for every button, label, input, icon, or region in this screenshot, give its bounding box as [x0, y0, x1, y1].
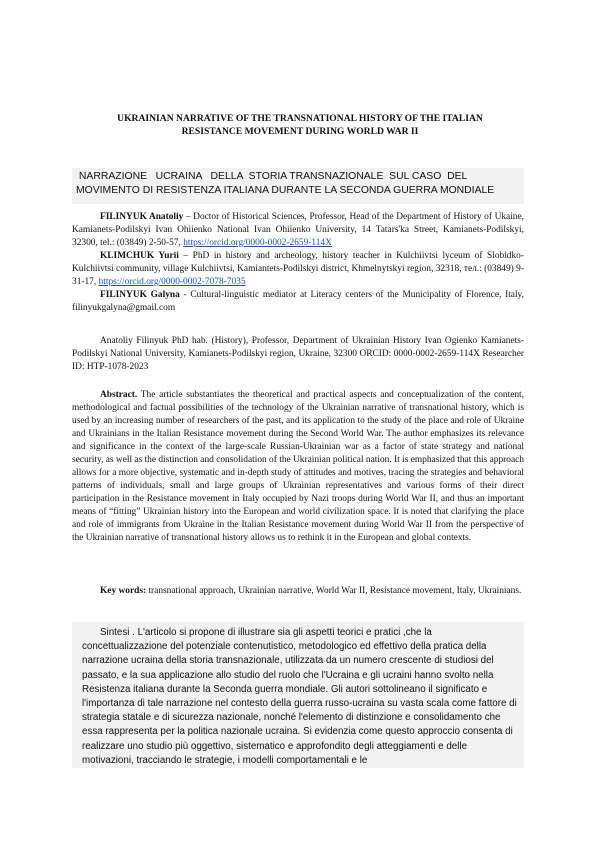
- italian-title-block: [72, 168, 524, 204]
- author-entry: [72, 211, 524, 250]
- author-name: FILINYUK Anatoliy: [100, 212, 184, 222]
- author-details: - Cultural-linguistic mediator at Literacy centers of the Municipality of Florence, Italy, filinyukgalyna@gmail.com: [72, 290, 524, 313]
- orcid-link[interactable]: https://orcid.org/0000-0002-2659-114X: [183, 238, 332, 248]
- author-entry: [72, 250, 524, 289]
- orcid-link[interactable]: https://orcid.org/0000-0002-7078-7035: [98, 277, 246, 287]
- abstract-paragraph: [72, 389, 524, 545]
- italian-summary: [72, 622, 524, 768]
- author-details: – Doctor of Historical Sciences, Professor, Head of the Department of History of Ukaine, Kamianets-Podilskyi Ivan Ohiienko National Ivan Ohiienko University, 14 Tatars'ka Street, Kamianets-Podilskyi, 32300, tel.: (03849) 2-50-57,: [72, 212, 524, 248]
- italian-title-line-2: MOVIMENTO DI RESISTENZA ITALIANA DURANTE LA SECONDA GUERRA MONDIALE: [76, 185, 495, 197]
- abstract-label: Abstract.: [100, 390, 138, 400]
- abstract-text: The article substantiates the theoretical and practical aspects and conceptualization of the content, methodological and factual possibilities of the technology of the Ukrainian narrative of transnational history, which is used by an increasing number of researchers of the past, and its application to the study of the place and role of Ukraine and Ukrainians in the Italian Resistance movement during the Second World War. The author emphasizes its relevance and significance in the context of the large-scale Russian-Ukrainian war as a factor of state strategy and national security, as well as the distinction and consolidation of the Ukrainian political nation. It is emphasized that this approach allows for a more objective, systematic and in-depth study of attitudes and motives, tracing the strategies and behavioral patterns of individuals, small and large groups of Ukrainian representatives and various forms of their direct participation in the Resistance movement in Italy occupied by Nazi troops during World War II, and thus an important means of “fitting” Ukrainian history into the European and world civilization space. It is noted that clarifying the place and role of immigrants from Ukraine in the Italian Resistance movement during World War II from the perspective of the Ukrainian narrative of transnational history allows us to rethink it in the European and global contexts.: [72, 390, 524, 543]
- keywords-label: Key words:: [100, 586, 147, 596]
- author-details: – PhD in history and archeology, history teacher in Kulchiivtsi lyceum of Slobidko-Kulchiivtsi community, village Kulchiivtsi, Kamiantets-Podilskyi district, Khmelnytskyi region, 32318, тел.: (03849) 9-31-17,: [72, 251, 524, 287]
- author-name: FILINYUK Galyna: [100, 290, 180, 300]
- author-entry: [72, 289, 524, 315]
- italian-title-line-1: NARRAZIONE UCRAINA DELLA STORIA TRANSNAZIONALE SUL CASO DEL: [76, 171, 468, 182]
- italian-summary-text: Sintesi . L'articolo si propone di illustrare sia gli aspetti teorici e pratici ,che la concettualizzazione del potenziale contenutistico, metodologico ed effettivo della pratica della narrazione ucraina della storia transnazionale, utilizzata da un numero crescente di studiosi del passato, e la sua applicazione allo studio del ruolo che l'Ucraina e gli ucraini hanno svolto nella Resistenza italiana durante la Seconda guerra mondiale. Gli autori sottolineano il significato e l'importanza di tale narrazione nel contesto della guerra russo-ucraina su vasta scala come fattore di strategia statale e di sicurezza nazionale, nonché l'elemento di distinzione e consolidamento che essa rappresenta per la politica nazionale ucraina. Si evidenzia come questo approccio consenta di realizzare uno studio più oggettivo, sistematico e approfondito degli atteggiamenti e delle motivazioni, tracciando le strategie, i modelli comportamentali e le: [82, 627, 517, 766]
- article-title: [70, 112, 530, 138]
- keywords-paragraph: [72, 585, 524, 598]
- article-title-line-2: RESISTANCE MOVEMENT DURING WORLD WAR II: [181, 126, 419, 137]
- keywords-text: transnational approach, Ukrainian narrative, World War II, Resistance movement, Italy, Ukrainians.: [146, 586, 522, 596]
- article-title-line-1: UKRAINIAN NARRATIVE OF THE TRANSNATIONAL HISTORY OF THE ITALIAN: [117, 113, 483, 124]
- author-name: KLIMCHUK Yurii: [100, 251, 179, 261]
- affiliation-paragraph: Anatoliy Filinyuk PhD hab. (History), Professor, Department of Ukrainian History Ivan Ogienko Kamianets-Podilskyi National University, Kamianets-Podilskyi region, Ukraine, 32300 ORCID: 0000-0002-2659-114X Researcher ID: HTP-1078-2023: [72, 336, 524, 372]
- authors-block: [72, 211, 524, 315]
